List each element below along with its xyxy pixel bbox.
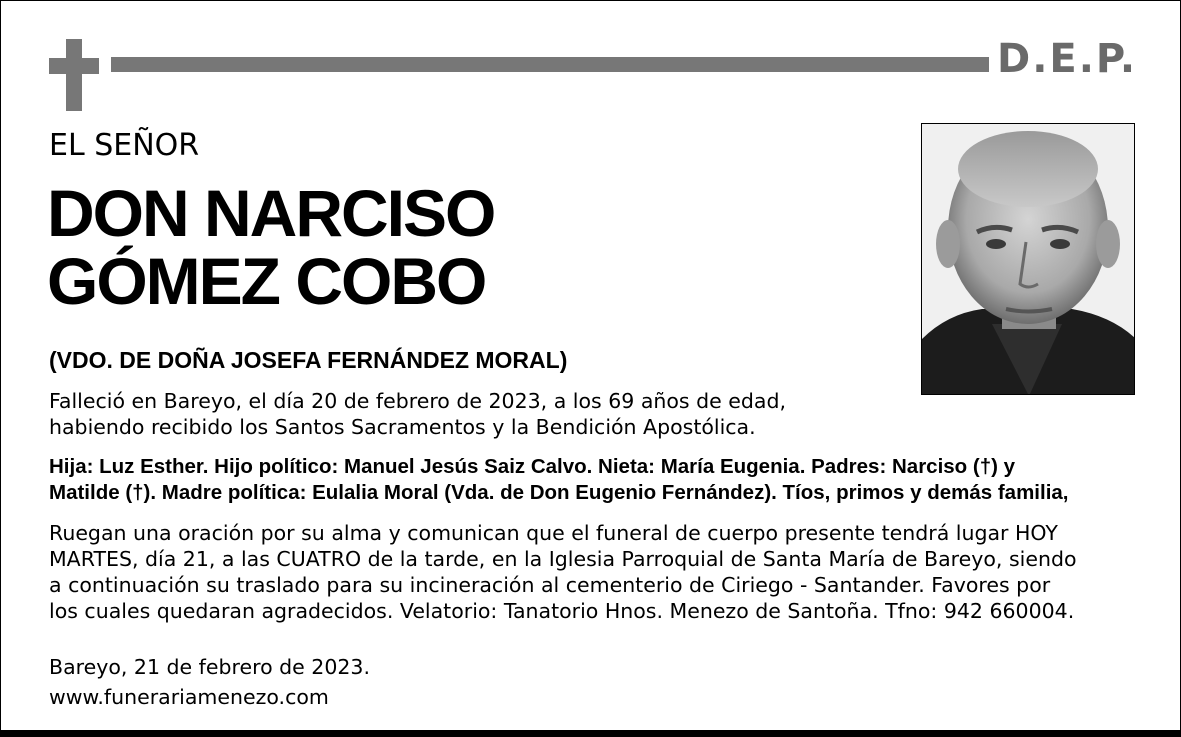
deceased-name (47, 176, 907, 318)
header-rule (111, 57, 989, 72)
text-line: MARTES, día 21, a las CUATRO de la tarde, en la Iglesia Parroquial de Santa María de Bareyo, siendo (49, 547, 1077, 571)
widow-of: (VDO. DE DOÑA JOSEFA FERNÁNDEZ MORAL) (49, 347, 568, 373)
text-line: los cuales quedaran agradecidos. Velatorio: Tanatorio Hnos. Menezo de Santoña. Tfno: 942 660004. (49, 599, 1075, 623)
name-line: DON NARCISO (47, 176, 495, 250)
honorific: EL SEÑOR (49, 128, 200, 163)
cross-icon (49, 39, 99, 111)
text-line: Hija: Luz Esther. Hijo político: Manuel Jesús Saiz Calvo. Nieta: María Eugenia. Padres: Narciso (†) y (49, 455, 1016, 478)
text-line: a continuación su traslado para su incineración al cementerio de Ciriego - Santander. Favores por (49, 573, 1051, 597)
family-list (49, 454, 1069, 506)
place-date: Bareyo, 21 de febrero de 2023. (49, 655, 370, 679)
text-line: habiendo recibido los Santos Sacramentos y la Bendición Apostólica. (49, 415, 756, 439)
name-line: GÓMEZ COBO (47, 244, 486, 318)
dep-label: D.E.P. (997, 36, 1138, 82)
service-notice (49, 520, 1077, 624)
text-line: Falleció en Bareyo, el día 20 de febrero de 2023, a los 69 años de edad, (49, 389, 786, 413)
death-notice (49, 388, 786, 440)
text-line: Matilde (†). Madre política: Eulalia Moral (Vda. de Don Eugenio Fernández). Tíos, primos y demás familia, (49, 481, 1069, 504)
website-link[interactable]: www.funerariamenezo.com (49, 685, 329, 709)
text-line: Ruegan una oración por su alma y comunican que el funeral de cuerpo presente tendrá lugar HOY (49, 521, 1058, 545)
portrait-photo (921, 123, 1135, 395)
